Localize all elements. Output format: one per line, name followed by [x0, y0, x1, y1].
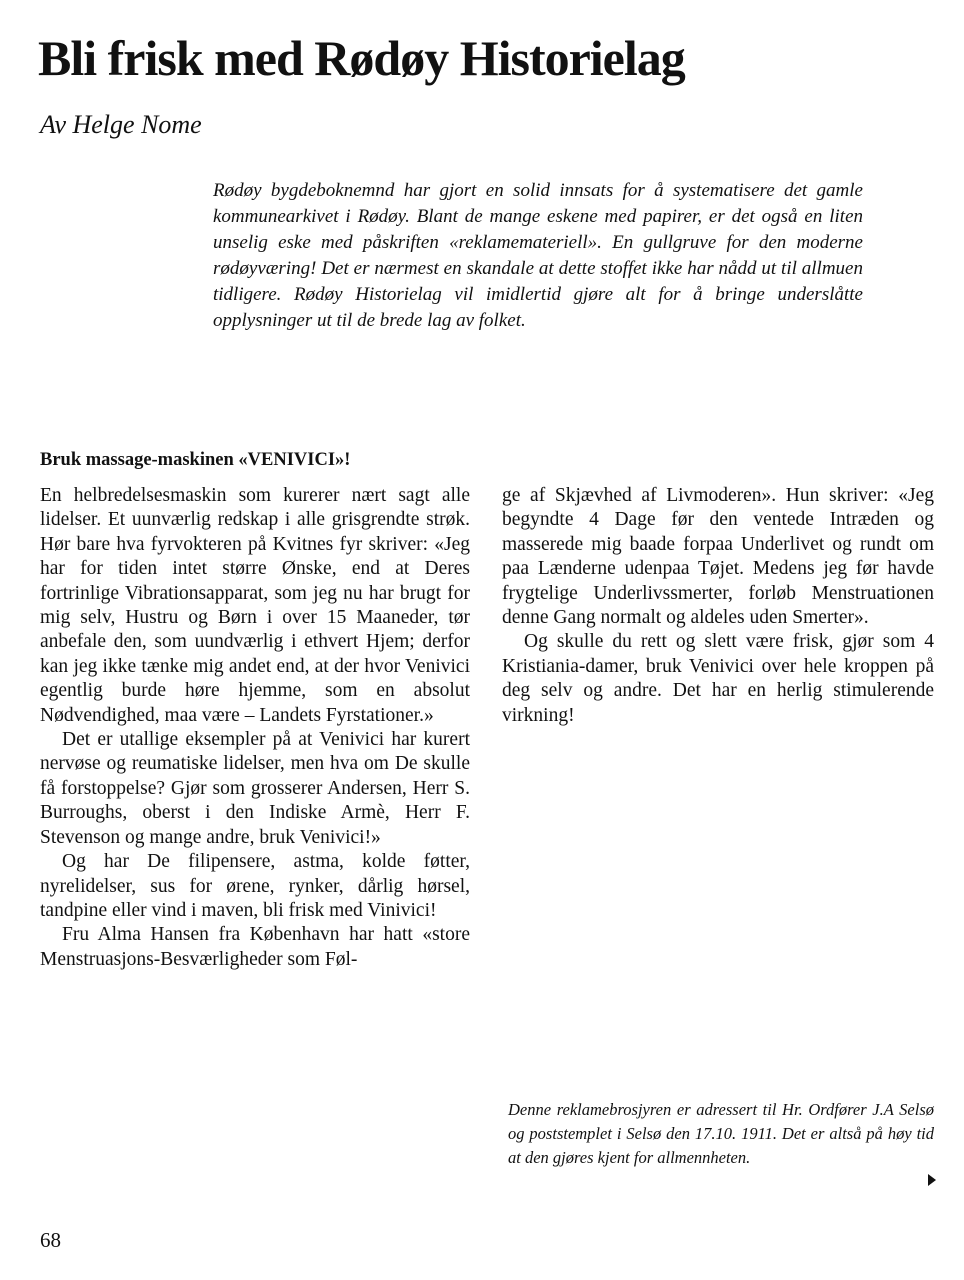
ingress: Rødøy bygdeboknemnd har gjort en solid innsats for å systematisere det gamle kommunearkivet i Rødøy. Blant de mange eskene med papirer, er det også en liten unselig eske med påskriften «reklamemateriell». En gullgruve for den moderne rødøyværing! Det er nærmest en skandale at dette stoffet ikke har nådd ut til allmuen tidligere. Rødøy Historielag vil imidlertid gjøre alt for å bringe underslåtte opplysninger ut til de brede lag av folket.	[213, 180, 863, 331]
triangle-right-icon	[928, 1174, 936, 1186]
right-column	[502, 484, 934, 728]
paragraph: Og skulle du rett og slett være frisk, gjør som 4 Kristiania-damer, bruk Venivici over hele kroppen på deg selv og andre. Det har en herlig stimulerende virkning!	[502, 631, 934, 726]
paragraph: Fru Alma Hansen fra København har hatt «store Menstruasjons-Besværligheder som Føl-	[40, 924, 470, 970]
page-number: 68	[40, 1228, 61, 1252]
article-title: Bli frisk med Rødøy Historielag	[38, 30, 685, 86]
paragraph: ge af Skjævhed af Livmoderen». Hun skriver: «Jeg begyndte 4 Dage før den ventede Intræden og masserede mig baade forpaa Underlivet og rundt om paa Lænderne udenpaa Tøjet. Medens jeg før havde frygtelige Underlivssmerter, forløb Menstruationen denne Gang normalt og aldeles uden Smerter».	[502, 485, 934, 629]
left-column	[40, 484, 470, 972]
footnote: Denne reklamebrosjyren er adressert til Hr. Ordfører J.A Selsø og poststemplet i Selsø den 17.10. 1911. Det er altså på høy tid at den gjøres kjent for allmennheten.	[508, 1100, 934, 1167]
paragraph: Det er utallige eksempler på at Venivici har kurert nervøse og reumatiske lidelser, men hva om De skulle få forstoppelse? Gjør som grosserer Andersen, Herr S. Burroughs, oberst i den Indiske Armè, Herr F. Stevenson og mange andre, bruk Venivici!»	[40, 729, 470, 848]
paragraph: Og har De filipensere, astma, kolde føtter, nyrelidelser, sus for ørene, rynker, dårlig hørsel, tandpine eller vind i maven, bli frisk med Vinivici!	[40, 851, 470, 921]
section-heading: Bruk massage-maskinen «VENIVICI»!	[40, 450, 351, 470]
byline: Av Helge Nome	[40, 110, 202, 139]
paragraph: En helbredelsesmaskin som kurerer nært sagt alle lidelser. Et uunværlig redskap i alle grisgrendte strøk. Hør bare hva fyrvokteren på Kvitnes fyr skriver: «Jeg har for tiden intet større Ønske, end at Deres fortrinlige Vibrationsapparat, som jeg nu har brugt for mig selv, Hustru og Børn i over 15 Maaneder, tør anbefale den, som uundværlig i ethvert Hjem; derfor kan jeg ikke tænke mig andet end, at der hvor Venivici egentlig burde høre hjemme, som en absolut Nødvendighed, maa være – Landets Fyrstationer.»	[40, 485, 470, 726]
